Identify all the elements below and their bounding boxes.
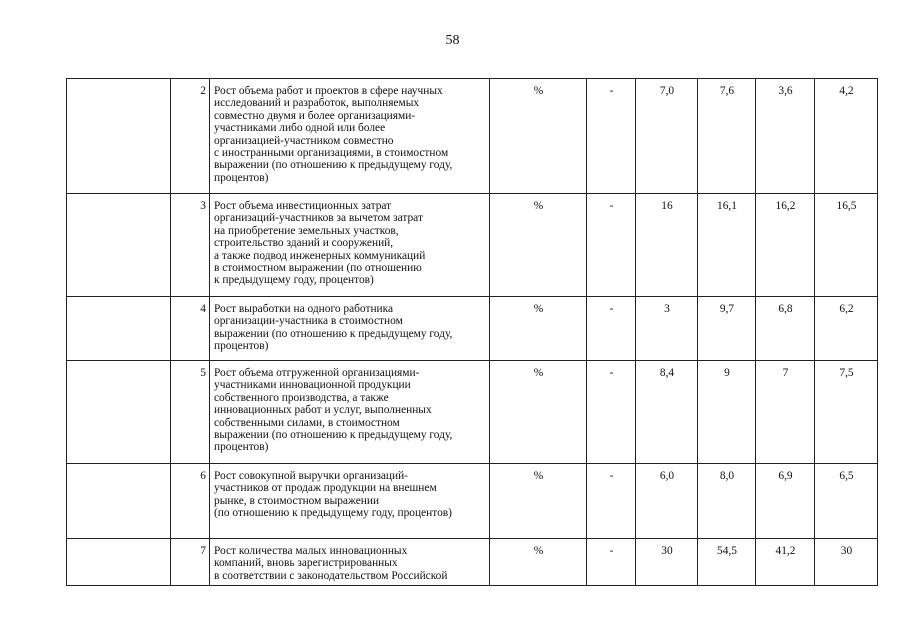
row-number-cell: 2: [171, 79, 210, 194]
value-cell-3: 7: [756, 361, 815, 464]
row-number-cell: 4: [171, 297, 210, 361]
unit-cell: %: [490, 297, 587, 361]
empty-cell-left: [67, 539, 171, 586]
indicator-description-cell: [210, 539, 490, 586]
table-row: [67, 297, 878, 361]
value-cell-1: 7,0: [636, 79, 698, 194]
table-row: [67, 539, 878, 586]
unit-cell: %: [490, 361, 587, 464]
description-line: (по отношению к предыдущему году, процентов): [214, 507, 452, 520]
value-cell-1: 3: [636, 297, 698, 361]
value-cell-3: 16,2: [756, 194, 815, 297]
empty-cell-left: [67, 297, 171, 361]
value-cell-4: 4,2: [815, 79, 878, 194]
description-line: в стоимостном выражении (по отношению: [214, 262, 422, 275]
description-line: организацией-участником совместно: [214, 134, 394, 147]
value-cell-3: 41,2: [756, 539, 815, 586]
row-number-cell: 7: [171, 539, 210, 586]
description-line: выражении (по отношению к предыдущему году,: [214, 327, 453, 340]
indicator-description-cell: [210, 361, 490, 464]
table-row: [67, 464, 878, 539]
description-line: с иностранными организациями, в стоимостном: [214, 147, 449, 160]
description-line: участников от продаж продукции на внешнем: [214, 482, 437, 495]
indicator-table: [66, 78, 878, 586]
description-line: участниками инновационной продукции: [214, 379, 411, 392]
empty-cell-left: [67, 79, 171, 194]
description-line: инновационных работ и услуг, выполненных: [214, 404, 432, 417]
empty-cell-left: [67, 464, 171, 539]
description-line: компаний, вновь зарегистрированных: [214, 557, 398, 570]
indicator-description-cell: [210, 194, 490, 297]
description-line: выражении (по отношению к предыдущему году,: [214, 429, 453, 442]
value-cell-3: 6,8: [756, 297, 815, 361]
value-cell-4: 16,5: [815, 194, 878, 297]
description-line: Рост выработки на одного работника: [214, 303, 394, 315]
table-body: [67, 79, 878, 586]
indicator-description-cell: [210, 297, 490, 361]
value-cell-2: 54,5: [698, 539, 756, 586]
empty-cell-left: [67, 361, 171, 464]
value-cell-1: 30: [636, 539, 698, 586]
table-row: [67, 79, 878, 194]
description-line: Рост объема работ и проектов в сфере научных: [214, 85, 443, 97]
description-line: строительство зданий и сооружений,: [214, 237, 394, 250]
value-cell-4: 30: [815, 539, 878, 586]
unit-cell: %: [490, 539, 587, 586]
description-line: процентов): [214, 171, 269, 184]
base-value-cell: -: [587, 297, 636, 361]
table-row: [67, 194, 878, 297]
value-cell-4: 6,2: [815, 297, 878, 361]
description-line: процентов): [214, 441, 269, 454]
value-cell-4: 7,5: [815, 361, 878, 464]
base-value-cell: -: [587, 361, 636, 464]
value-cell-2: 16,1: [698, 194, 756, 297]
unit-cell: %: [490, 194, 587, 297]
indicator-description-cell: [210, 464, 490, 539]
description-line: собственными силами, в стоимостном: [214, 416, 400, 429]
description-line: Рост количества малых инновационных: [214, 545, 408, 557]
indicator-description-cell: [210, 79, 490, 194]
base-value-cell: -: [587, 539, 636, 586]
description-line: участниками либо одной или более: [214, 122, 386, 135]
description-line: рынке, в стоимостном выражении: [214, 494, 380, 507]
row-number-cell: 5: [171, 361, 210, 464]
value-cell-1: 8,4: [636, 361, 698, 464]
description-line: на приобретение земельных участков,: [214, 224, 399, 237]
value-cell-2: 8,0: [698, 464, 756, 539]
description-line: а также подвод инженерных коммуникаций: [214, 249, 426, 262]
unit-cell: %: [490, 464, 587, 539]
base-value-cell: -: [587, 79, 636, 194]
row-number-cell: 6: [171, 464, 210, 539]
description-line: исследований и разработок, выполняемых: [214, 97, 420, 110]
value-cell-3: 6,9: [756, 464, 815, 539]
table-row: [67, 361, 878, 464]
description-line: собственного производства, а также: [214, 391, 389, 404]
description-line: процентов): [214, 340, 269, 353]
description-line: Рост объема инвестиционных затрат: [214, 200, 392, 212]
base-value-cell: -: [587, 194, 636, 297]
value-cell-2: 9,7: [698, 297, 756, 361]
base-value-cell: -: [587, 464, 636, 539]
description-line: организации-участника в стоимостном: [214, 315, 403, 328]
unit-cell: %: [490, 79, 587, 194]
value-cell-3: 3,6: [756, 79, 815, 194]
description-line: к предыдущему году, процентов): [214, 274, 374, 287]
description-line: организаций-участников за вычетом затрат: [214, 212, 423, 225]
value-cell-2: 9: [698, 361, 756, 464]
value-cell-4: 6,5: [815, 464, 878, 539]
value-cell-1: 16: [636, 194, 698, 297]
description-line: Рост объема отгруженной организациями-: [214, 367, 420, 379]
page-number: 58: [445, 33, 460, 48]
value-cell-2: 7,6: [698, 79, 756, 194]
row-number-cell: 3: [171, 194, 210, 297]
empty-cell-left: [67, 194, 171, 297]
description-line: в соответствии с законодательством Российской: [214, 569, 448, 582]
description-line: совместно двумя и более организациями-: [214, 109, 416, 122]
description-line: Рост совокупной выручки организаций-: [214, 470, 408, 482]
value-cell-1: 6,0: [636, 464, 698, 539]
description-line: выражении (по отношению к предыдущему году,: [214, 159, 453, 172]
